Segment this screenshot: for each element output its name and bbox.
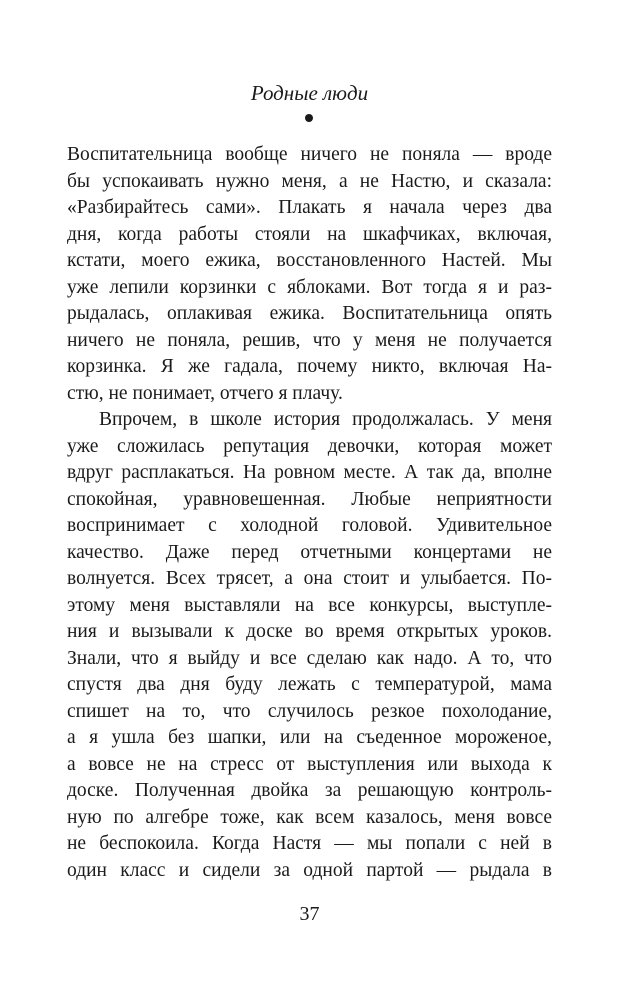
text-line: ную по алгебре тоже, как всем казалось, меня вовсе xyxy=(67,806,552,828)
text-line: Знали, что я выйду и все сделаю как надо. А то, что xyxy=(67,647,552,669)
text-line: качество. Даже перед отчетными концертами не xyxy=(67,541,552,563)
bullet-ornament-icon xyxy=(305,114,313,122)
text-line: доске. Полученная двойка за решающую контроль- xyxy=(67,780,552,801)
text-line: стю, не понимает, отчего я плачу. xyxy=(67,382,343,404)
text-line: уже лепили корзинки с яблоками. Вот тогда я и раз- xyxy=(67,276,552,298)
text-line: а вовсе не на стресс от выступления или выхода к xyxy=(67,753,552,775)
text-line: один класс и сидели за одной партой — рыдала в xyxy=(67,859,552,881)
paragraph-1 xyxy=(67,142,552,407)
text-line: Впрочем, в школе история продолжалась. У меня xyxy=(99,409,552,430)
text-line: спокойная, уравновешенная. Любые неприятности xyxy=(67,488,552,510)
paragraph-2 xyxy=(67,407,552,884)
text-line: а я ушла без шапки, или на съеденное мороженое, xyxy=(67,727,552,748)
text-line: волнуется. Всех трясет, а она стоит и улыбается. По- xyxy=(67,568,552,589)
text-line: спишет на то, что случилось резкое похолодание, xyxy=(67,700,552,722)
text-line: уже сложилась репутация девочки, которая может xyxy=(67,435,552,457)
text-line: рыдалась, оплакивая ежика. Воспитательница опять xyxy=(67,303,552,324)
text-line: Воспитательница вообще ничего не поняла — вроде xyxy=(67,144,552,165)
text-line: ничего не поняла, решив, что у меня не получается xyxy=(67,329,552,351)
text-line: «Разбирайтесь сами». Плакать я начала через два xyxy=(67,197,552,218)
text-line: воспринимает с холодной головой. Удивительное xyxy=(67,515,552,536)
text-line: ния и вызывали к доске во время открытых уроков. xyxy=(67,621,552,642)
text-line: этому меня выставляли на все конкурсы, выступле- xyxy=(67,594,552,616)
text-line: вдруг расплакаться. На ровном месте. А так да, вполне xyxy=(67,462,552,483)
text-line: кстати, моего ежика, восстановленного Настей. Мы xyxy=(67,250,552,271)
text-line: спустя два дня буду лежать с температурой, мама xyxy=(67,674,552,695)
page-number: 37 xyxy=(299,903,320,925)
text-line: корзинка. Я же гадала, почему никто, включая На- xyxy=(67,356,552,377)
body-text xyxy=(67,142,552,884)
running-head: Родные люди xyxy=(250,81,369,105)
text-line: дня, когда работы стояли на шкафчиках, включая, xyxy=(67,223,552,245)
text-line: бы успокаивать нужно меня, а не Настю, и сказала: xyxy=(67,170,552,192)
text-line: не беспокоила. Когда Настя — мы попали с ней в xyxy=(67,833,552,854)
